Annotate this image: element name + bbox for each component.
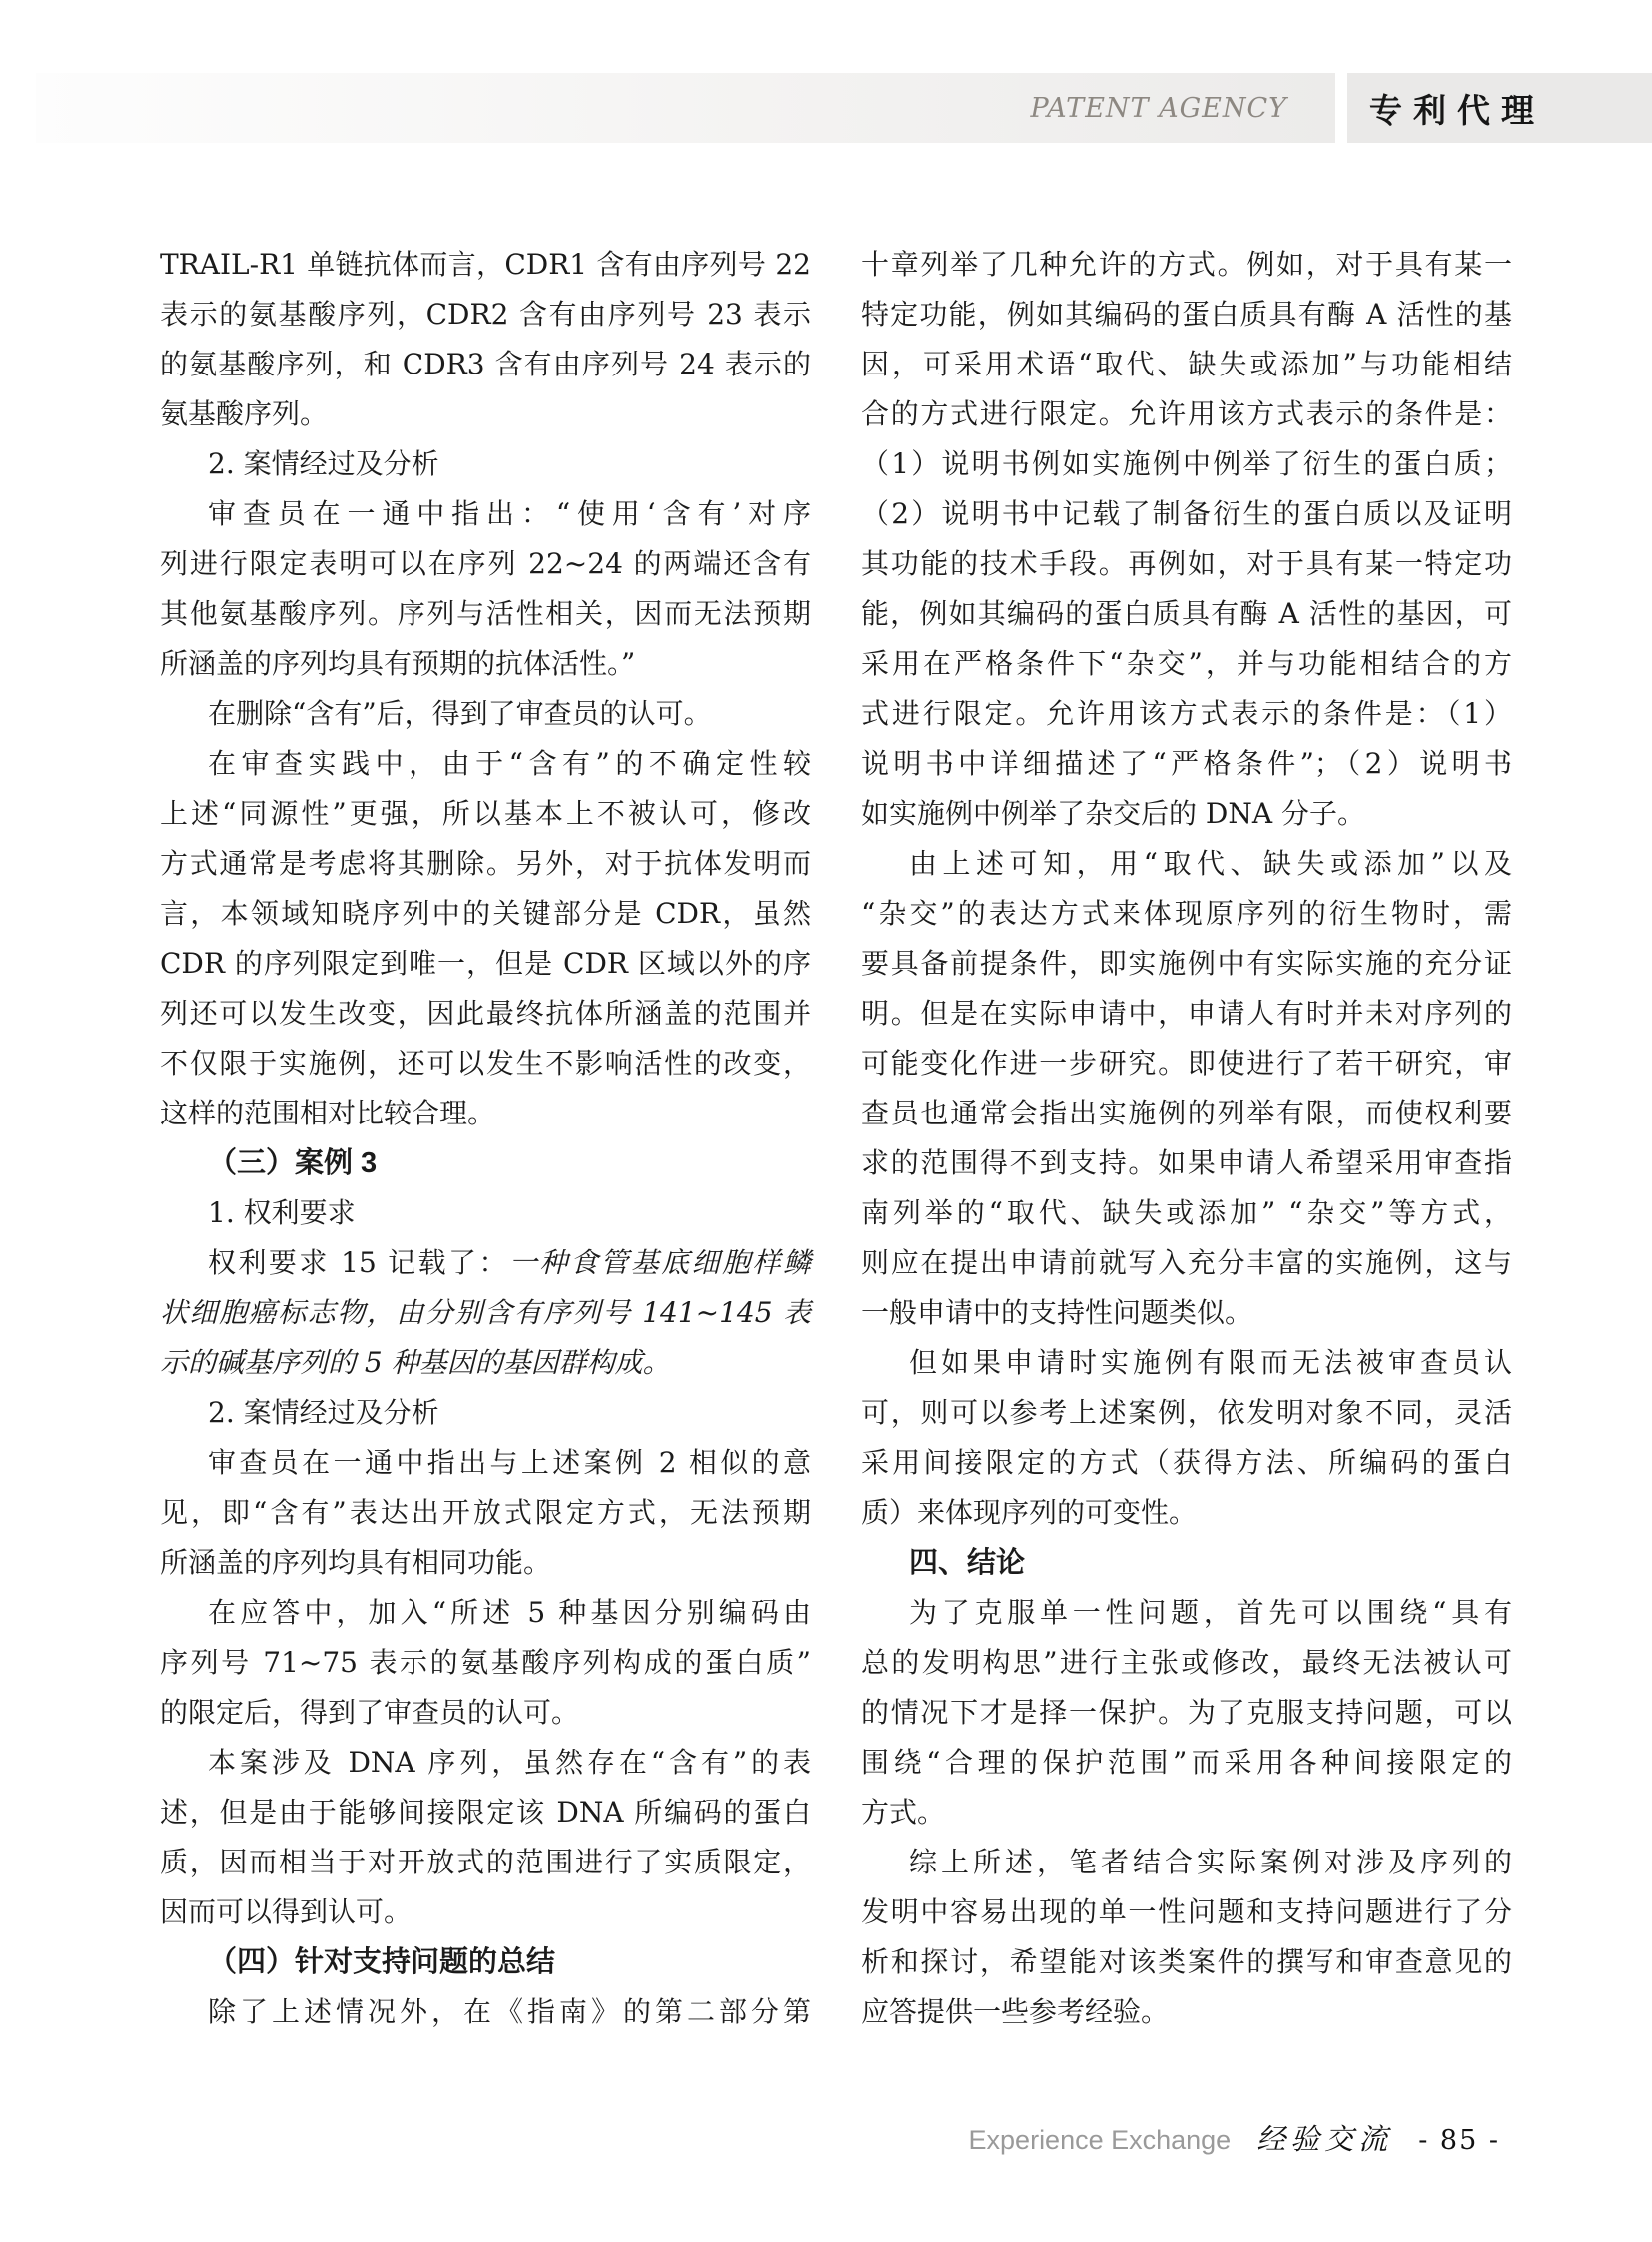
text-line: 除了上述情况外，在《指南》的第二部分第	[208, 1995, 811, 2028]
text-line: 总的发明构思”进行主张或修改，最终无法被认可	[861, 1646, 1512, 1679]
text-line: 状细胞癌标志物，由分别含有序列号 141~145 表	[160, 1296, 811, 1329]
text-line: 在删除“含有”后，得到了审查员的认可。	[208, 697, 712, 730]
section-heading: 四、结论	[909, 1547, 1026, 1579]
text-line: 列进行限定表明可以在序列 22~24 的两端还含有	[160, 547, 811, 580]
text-line: 如实施例中例举了杂交后的 DNA 分子。	[861, 797, 1365, 830]
section-heading: （四）针对支持问题的总结	[208, 1946, 556, 1978]
text-line: 在应答中，加入“所述 5 种基因分别编码由	[208, 1596, 811, 1629]
text-line: 氨基酸序列。	[160, 397, 329, 430]
text-line: （2）说明书中记载了制备衍生的蛋白质以及证明	[861, 497, 1512, 530]
text-line: 质）来体现序列的可变性。	[861, 1496, 1198, 1529]
header-bar	[36, 73, 1335, 143]
text-line: 求的范围得不到支持。如果申请人希望采用审查指	[861, 1146, 1512, 1179]
text-line: 发明中容易出现的单一性问题和支持问题进行了分	[861, 1895, 1512, 1928]
footer	[969, 2117, 1500, 2157]
text-line: 南列举的“取代、缺失或添加” “杂交”等方式，	[861, 1196, 1512, 1229]
page-number: - 85 -	[1418, 2125, 1500, 2156]
left-column-text	[160, 240, 811, 2037]
text-line: 析和探讨，希望能对该类案件的撰写和审查意见的	[861, 1945, 1512, 1978]
text-line: 述，但是由于能够间接限定该 DNA 所编码的蛋白	[160, 1796, 811, 1829]
text-line: 要具备前提条件，即实施例中有实际实施的充分证	[861, 947, 1512, 980]
footer-section-en: Experience Exchange	[968, 2125, 1232, 2155]
text-line: 本案涉及 DNA 序列，虽然存在“含有”的表	[208, 1746, 811, 1779]
text-line: 2. 案情经过及分析	[208, 1396, 439, 1429]
header-section-tab	[1347, 73, 1652, 143]
text-line: 表示的氨基酸序列，CDR2 含有由序列号 23 表示	[160, 298, 811, 331]
text-line: 明。但是在实际申请中，申请人有时并未对序列的	[861, 997, 1512, 1030]
text-line: 说明书中详细描述了“严格条件”；（2）说明书	[861, 747, 1512, 780]
text-line: 能，例如其编码的蛋白质具有酶 A 活性的基因，可	[861, 597, 1512, 630]
text-line: 为了克服单一性问题，首先可以围绕“具有	[909, 1596, 1512, 1629]
text-line: 质，因而相当于对开放式的范围进行了实质限定，	[160, 1846, 811, 1878]
text-line: CDR 的序列限定到唯一，但是 CDR 区域以外的序	[160, 947, 811, 980]
text-line: 见，即“含有”表达出开放式限定方式，无法预期	[160, 1496, 811, 1529]
text-line: “杂交”的表达方式来体现原序列的衍生物时，需	[861, 897, 1512, 930]
text-line: 所涵盖的序列均具有预期的抗体活性。”	[160, 647, 636, 680]
text-line: 围绕“合理的保护范围”而采用各种间接限定的	[861, 1746, 1512, 1779]
text-line: 的情况下才是择一保护。为了克服支持问题，可以	[861, 1696, 1512, 1729]
text-line: 由上述可知，用“取代、缺失或添加”以及	[909, 847, 1512, 880]
text-line: 合的方式进行限定。允许用该方式表示的条件是：	[861, 397, 1512, 430]
section-heading: （三）案例 3	[208, 1147, 378, 1179]
text-line: 采用在严格条件下“杂交”，并与功能相结合的方	[861, 647, 1512, 680]
text-line: 这样的范围相对比较合理。	[160, 1097, 496, 1129]
text-line: 序列号 71~75 表示的氨基酸序列构成的蛋白质”	[160, 1646, 811, 1679]
text-line: 审查员在一通中指出与上述案例 2 相似的意	[208, 1446, 811, 1479]
text-line: 查员也通常会指出实施例的列举有限，而使权利要	[861, 1097, 1512, 1129]
text-line: 应答提供一些参考经验。	[861, 1995, 1170, 2028]
text-line: 上述“同源性”更强，所以基本上不被认可，修改	[160, 797, 811, 830]
text-line: 其他氨基酸序列。序列与活性相关，因而无法预期	[160, 597, 811, 630]
text-line: 十章列举了几种允许的方式。例如，对于具有某一	[861, 248, 1512, 281]
text-line: 不仅限于实施例，还可以发生不影响活性的改变，	[160, 1047, 811, 1080]
text-line: 式进行限定。允许用该方式表示的条件是：（1）	[861, 697, 1512, 730]
text-line: 1. 权利要求	[208, 1196, 356, 1229]
text-line: 采用间接限定的方式（获得方法、所编码的蛋白	[861, 1446, 1512, 1479]
text-line: 2. 案情经过及分析	[208, 447, 439, 480]
text-line: 审查员在一通中指出：“使用‘含有’对序	[208, 497, 811, 530]
text-line: 示的碱基序列的 5 种基因的基因群构成。	[160, 1346, 671, 1379]
text-line: 综上所述，笔者结合实际案例对涉及序列的	[909, 1846, 1512, 1878]
text-line: 列还可以发生改变，因此最终抗体所涵盖的范围并	[160, 997, 811, 1030]
text-line: 可能变化作进一步研究。即使进行了若干研究，审	[861, 1047, 1512, 1080]
text-line: 则应在提出申请前就写入充分丰富的实施例，这与	[861, 1246, 1512, 1279]
right-column-text	[861, 240, 1512, 2037]
text-line: 言，本领域知晓序列中的关键部分是 CDR，虽然	[160, 897, 811, 930]
text-line: 方式通常是考虑将其删除。另外，对于抗体发明而	[160, 847, 811, 880]
text-line: 因而可以得到认可。	[160, 1895, 413, 1928]
text-line: 的限定后，得到了审查员的认可。	[160, 1696, 580, 1729]
text-line: 其功能的技术手段。再例如，对于具有某一特定功	[861, 547, 1512, 580]
text-line: 在审查实践中，由于“含有”的不确定性较	[208, 747, 811, 780]
text-line: 可，则可以参考上述案例，依发明对象不同，灵活	[861, 1396, 1512, 1429]
text-line: （1）说明书例如实施例中例举了衍生的蛋白质；	[861, 447, 1512, 480]
text-line: TRAIL-R1 单链抗体而言，CDR1 含有由序列号 22	[160, 248, 811, 281]
text-line: 的氨基酸序列，和 CDR3 含有由序列号 24 表示的	[160, 348, 811, 380]
text-line: 所涵盖的序列均具有相同功能。	[160, 1546, 552, 1579]
text-line: 一般申请中的支持性问题类似。	[861, 1296, 1253, 1329]
text-line: 方式。	[861, 1796, 946, 1829]
text-line: 但如果申请时实施例有限而无法被审查员认	[909, 1346, 1512, 1379]
journal-section-cn: 专利代理	[1369, 91, 1545, 129]
footer-section-cn: 经验交流	[1256, 2122, 1393, 2156]
journal-title-en: PATENT AGENCY	[1030, 92, 1287, 124]
text-line: 特定功能，例如其编码的蛋白质具有酶 A 活性的基	[861, 298, 1512, 331]
text-line: 权利要求 15 记载了：一种食管基底细胞样鳞	[208, 1246, 811, 1279]
text-line: 因，可采用术语“取代、缺失或添加”与功能相结	[861, 348, 1512, 380]
